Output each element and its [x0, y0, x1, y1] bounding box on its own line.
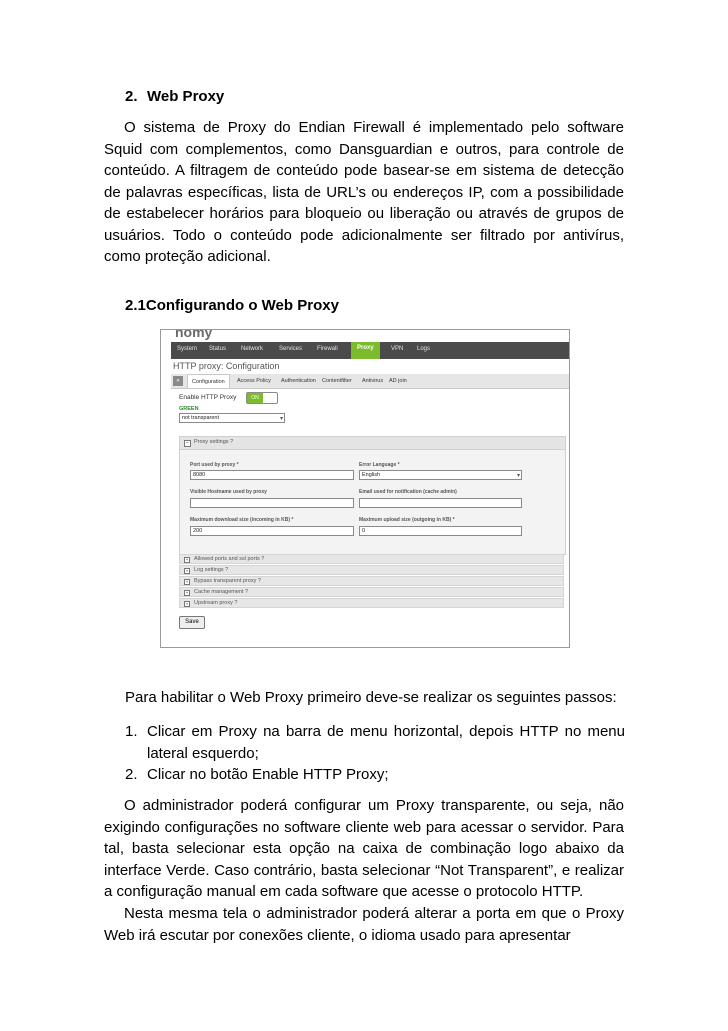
green-interface-label: GREEN	[179, 406, 199, 412]
step-item-1	[125, 721, 625, 764]
step-number: 1.	[125, 723, 138, 740]
subsection-number: 2.1	[125, 297, 146, 314]
tela-text: Nesta mesma tela o administrador poderá alterar a porta em que o Proxy Web irá escutar por conexões cliente, o idioma usado para apresentar	[104, 905, 624, 944]
expand-icon[interactable]: +	[185, 590, 189, 595]
nav-services[interactable]: Services	[279, 346, 303, 352]
max-upload-input[interactable]: 0	[359, 526, 522, 536]
collapse-arrow-icon[interactable]: «	[173, 376, 183, 386]
proxy-config-screenshot	[160, 329, 570, 648]
top-navigation-bar	[171, 342, 569, 359]
port-label: Port used by proxy *	[190, 462, 239, 468]
admin-text: O administrador poderá configurar um Proxy transparente, ou seja, não exigindo configurações no software cliente web para acessar o servidor. Para tal, basta selecionar esta opção na caixa de combinação logo abaixo da interface Verde. Caso contrário, basta selecionar “Not Transparent”, e realizar a configuração manual em cada software que acesse o protocolo HTTP.	[104, 797, 624, 900]
admin-paragraph	[104, 795, 624, 903]
section-title: Bypass transparent proxy ?	[194, 578, 261, 584]
max-upload-label: Maximum upload size (outgoing in KB) *	[359, 517, 455, 523]
nav-status[interactable]: Status	[209, 346, 227, 352]
expand-icon[interactable]: +	[185, 557, 189, 562]
proxy-settings-title: Proxy settings ?	[194, 439, 234, 445]
steps-intro-text: Para habilitar o Web Proxy primeiro deve-se realizar os seguintes passos:	[125, 689, 617, 706]
collapse-icon[interactable]: −	[184, 440, 191, 447]
expand-icon[interactable]: +	[185, 568, 189, 573]
step-text: Clicar no botão Enable HTTP Proxy;	[147, 766, 389, 783]
section-title: Allowed ports and ssl ports ?	[194, 556, 265, 562]
max-download-label: Maximum download size (incoming in KB) *	[190, 517, 294, 523]
section-heading-2	[125, 88, 224, 105]
nav-vpn[interactable]: VPN	[391, 346, 404, 352]
enable-http-proxy-label: Enable HTTP Proxy	[179, 394, 237, 401]
visible-hostname-label: Visible Hostname used by proxy	[190, 489, 267, 495]
section-title: Log settings ?	[194, 567, 229, 573]
tela-paragraph	[104, 903, 624, 946]
proxy-settings-header[interactable]	[180, 437, 565, 450]
expand-icon[interactable]: +	[185, 601, 189, 606]
page-title: HTTP proxy: Configuration	[173, 361, 280, 371]
tab-contentfilter[interactable]: Contentfilter	[322, 378, 352, 384]
tab-authentication[interactable]: Authentication	[281, 378, 316, 384]
nav-logs[interactable]: Logs	[417, 346, 431, 352]
collapsed-section-cache[interactable]	[179, 587, 564, 597]
collapsed-section-log-settings[interactable]	[179, 565, 564, 575]
endian-logo: nomy	[175, 329, 213, 340]
tab-ad-join[interactable]: AD join	[389, 378, 407, 384]
tab-access-policy[interactable]: Access Policy	[237, 378, 271, 384]
visible-hostname-input[interactable]	[190, 498, 354, 508]
collapsed-section-upstream[interactable]	[179, 598, 564, 608]
nav-firewall[interactable]: Firewall	[317, 346, 338, 352]
collapsed-section-allowed-ports[interactable]	[179, 554, 564, 564]
expand-icon[interactable]: +	[185, 579, 189, 584]
nav-system[interactable]: System	[177, 346, 198, 352]
subsection-title: Configurando o Web Proxy	[145, 297, 339, 314]
tab-configuration[interactable]: Configuration	[187, 374, 230, 388]
proxy-settings-panel	[179, 436, 566, 555]
error-language-value: English	[362, 472, 381, 478]
chevron-down-icon: ▾	[516, 473, 520, 479]
tab-antivirus[interactable]: Antivirus	[362, 378, 384, 384]
section-title: Upstream proxy ?	[194, 600, 238, 606]
enable-http-proxy-toggle[interactable]	[246, 392, 278, 404]
step-item-2	[125, 764, 625, 786]
section-title: Web Proxy	[147, 88, 225, 105]
section-title: Cache management ?	[194, 589, 249, 595]
error-language-select[interactable]	[359, 470, 522, 480]
error-language-label: Error Language *	[359, 462, 400, 468]
intro-text: O sistema de Proxy do Endian Firewall é implementado pelo software Squid com complementos, como Dansguardian e outros, para controle de conteúdo. A filtragem de conteúdo pode basear-se em sistema de detecção de palavras específicas, lista de URL’s ou endereços IP, com a possibilidade de estabelecer horários para bloqueio ou liberação ou através de grupos de usuários. Todo o conteúdo pode adicionalmente ser filtrado por antivírus, como proteção adicional.	[104, 119, 624, 265]
step-number: 2.	[125, 766, 138, 783]
nav-network[interactable]: Network	[241, 346, 264, 352]
intro-paragraph	[104, 117, 624, 268]
proxy-mode-select[interactable]	[179, 413, 285, 423]
config-tab-bar	[171, 374, 569, 389]
notification-email-input[interactable]	[359, 498, 522, 508]
max-download-input[interactable]: 200	[190, 526, 354, 536]
nav-proxy[interactable]: Proxy	[351, 342, 380, 359]
section-heading-2-1	[125, 297, 339, 314]
collapsed-section-bypass[interactable]	[179, 576, 564, 586]
save-button[interactable]: Save	[179, 616, 205, 629]
notification-email-label: Email used for notification (cache admin)	[359, 489, 457, 495]
proxy-mode-value: not transparent	[182, 415, 219, 421]
step-text: Clicar em Proxy na barra de menu horizontal, depois HTTP no menu lateral esquerdo;	[147, 723, 625, 762]
section-number: 2.	[125, 88, 138, 105]
chevron-down-icon: ▾	[279, 416, 283, 422]
steps-intro	[125, 687, 625, 709]
toggle-knob: ON	[247, 393, 263, 403]
port-input[interactable]: 8080	[190, 470, 354, 480]
